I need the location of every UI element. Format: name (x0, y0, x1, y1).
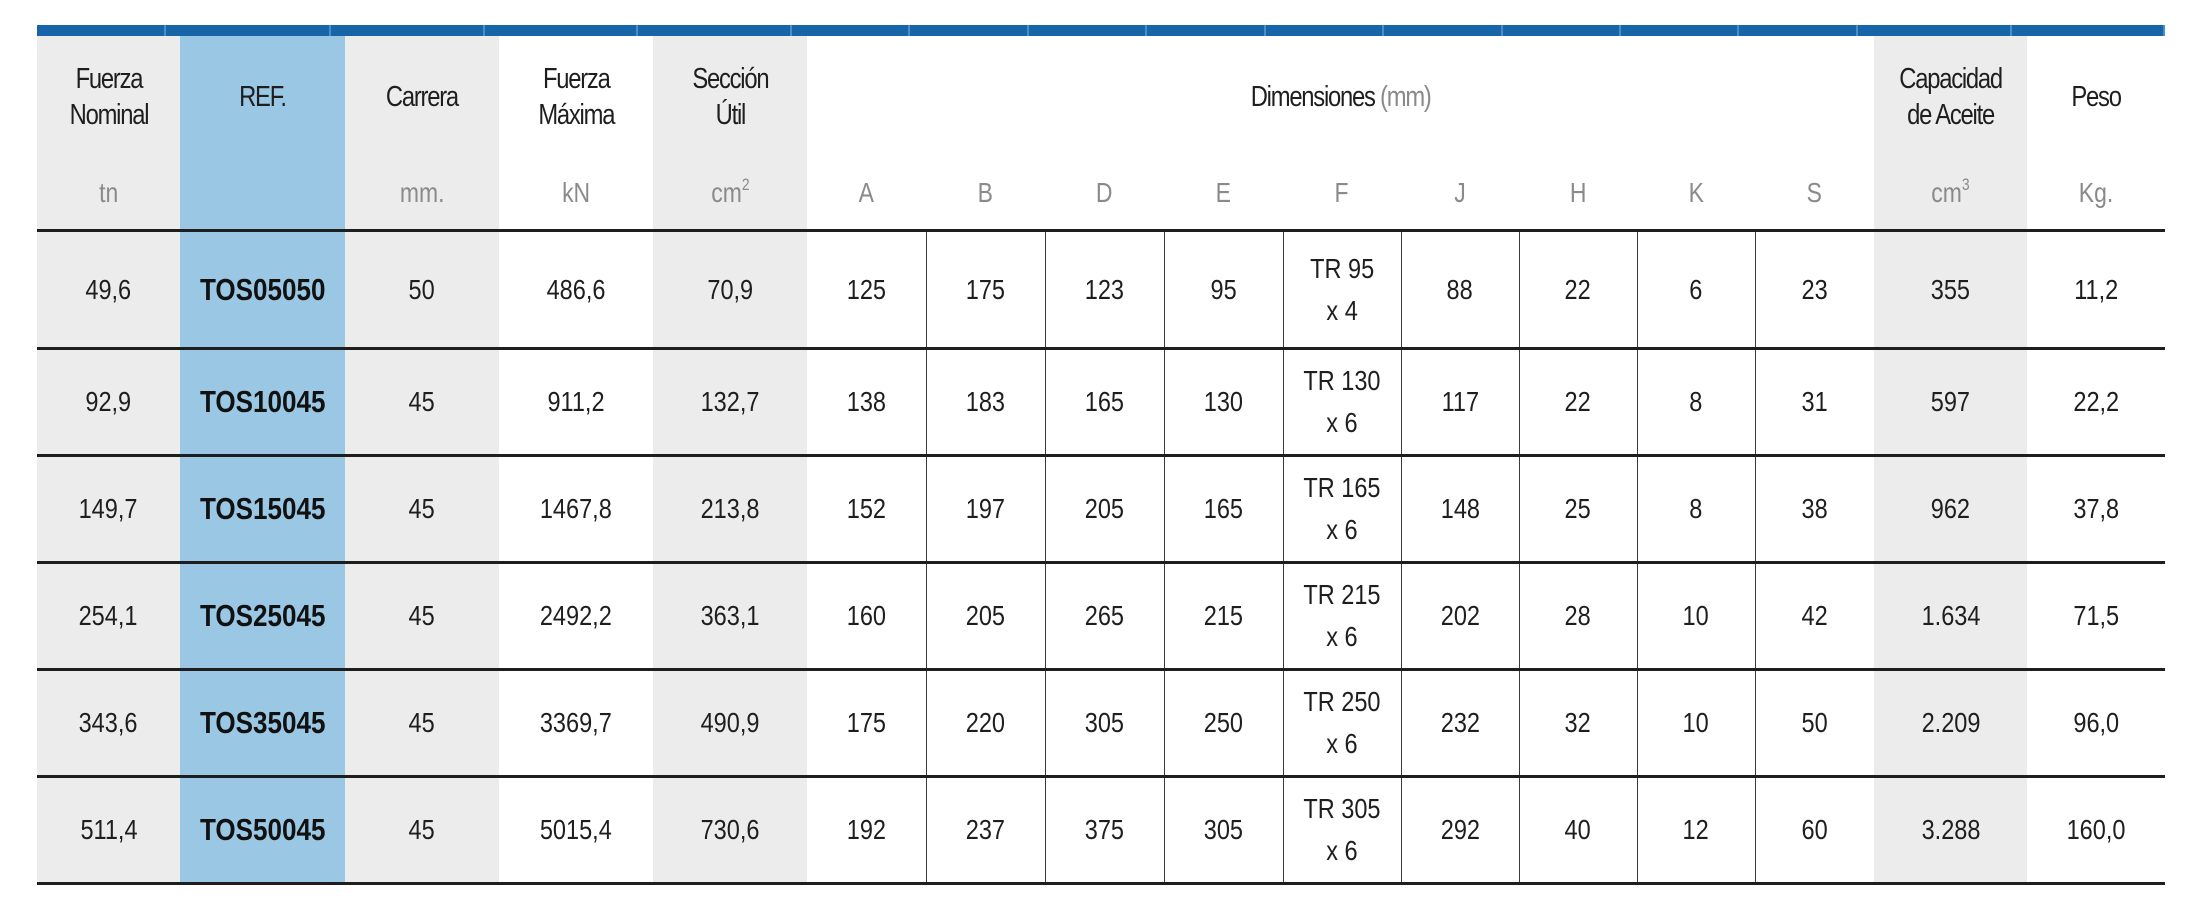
cell-capacidad: 355 (1874, 231, 2027, 349)
table-row (37, 456, 2165, 563)
cell-peso: 11,2 (2027, 231, 2165, 349)
unit-kg: Kg. (2027, 157, 2165, 231)
accent-bar-tick (329, 25, 331, 36)
cell-dim-f: TR 305 x 6 (1283, 777, 1401, 884)
accent-bar-tick (1382, 25, 1384, 36)
unit-cm2: $cm^2$ (653, 157, 807, 231)
cell-capacidad: 962 (1874, 456, 2027, 563)
cell-dim-f: TR 215 x 6 (1283, 563, 1401, 670)
cell-capacidad: 2.209 (1874, 670, 2027, 777)
header-fuerza-nominal: Fuerza Nominal (37, 36, 180, 157)
dim-label-e: E (1164, 157, 1283, 231)
cell-peso: 96,0 (2027, 670, 2165, 777)
cell-seccion-util: 70,9 (653, 231, 807, 349)
accent-bar-tick (483, 25, 485, 36)
cell-dim-b: 237 (926, 777, 1045, 884)
unit-kn: kN (499, 157, 653, 231)
cell-dim-s: 23 (1755, 231, 1874, 349)
cell-dim-a: 160 (807, 563, 926, 670)
cell-dim-b: 220 (926, 670, 1045, 777)
accent-bar-tick (790, 25, 792, 36)
cell-ref: TOS10045 (180, 349, 345, 456)
cell-carrera: 45 (345, 456, 499, 563)
cell-dim-k: 6 (1637, 231, 1755, 349)
cell-dim-k: 8 (1637, 456, 1755, 563)
cell-dim-j: 117 (1401, 349, 1519, 456)
accent-bar-tick (1856, 25, 1858, 36)
cell-dim-s: 31 (1755, 349, 1874, 456)
cell-dim-a: 125 (807, 231, 926, 349)
cell-fuerza-nominal: 254,1 (37, 563, 180, 670)
accent-bar-tick (636, 25, 638, 36)
cell-dim-d: 375 (1045, 777, 1164, 884)
cell-fuerza-maxima: 3369,7 (499, 670, 653, 777)
cell-dim-f: TR 95 x 4 (1283, 231, 1401, 349)
cell-fuerza-nominal: 92,9 (37, 349, 180, 456)
cell-dim-h: 40 (1519, 777, 1637, 884)
cell-peso: 22,2 (2027, 349, 2165, 456)
cell-dim-f: TR 165 x 6 (1283, 456, 1401, 563)
cell-dim-b: 197 (926, 456, 1045, 563)
cell-dim-a: 175 (807, 670, 926, 777)
header-ref: REF. (180, 36, 345, 157)
cell-seccion-util: 213,8 (653, 456, 807, 563)
cell-dim-k: 8 (1637, 349, 1755, 456)
accent-bar-tick (908, 25, 910, 36)
cell-dim-b: 205 (926, 563, 1045, 670)
accent-bar-tick (1737, 25, 1739, 36)
cell-dim-b: 175 (926, 231, 1045, 349)
cell-capacidad: 3.288 (1874, 777, 2027, 884)
cell-dim-e: 95 (1164, 231, 1283, 349)
cylinder-spec-table (37, 36, 2165, 885)
dim-label-b: B (926, 157, 1045, 231)
cell-dim-d: 265 (1045, 563, 1164, 670)
cell-dim-a: 138 (807, 349, 926, 456)
cell-dim-k: 12 (1637, 777, 1755, 884)
cell-dim-h: 28 (1519, 563, 1637, 670)
cell-fuerza-maxima: 5015,4 (499, 777, 653, 884)
accent-bar-tick (1027, 25, 1029, 36)
cell-ref: TOS25045 (180, 563, 345, 670)
cell-dim-a: 192 (807, 777, 926, 884)
table-row (37, 231, 2165, 349)
cell-dim-s: 60 (1755, 777, 1874, 884)
cell-fuerza-maxima: 911,2 (499, 349, 653, 456)
units-row (37, 157, 2165, 231)
cell-capacidad: 597 (1874, 349, 2027, 456)
unit-tn: tn (37, 157, 180, 231)
header-carrera: Carrera (345, 36, 499, 157)
cell-dim-e: 250 (1164, 670, 1283, 777)
dim-label-a: A (807, 157, 926, 231)
unit-mm: mm. (345, 157, 499, 231)
dimensiones-unit: (mm) (1379, 80, 1431, 113)
cell-dim-h: 22 (1519, 349, 1637, 456)
table-row (37, 670, 2165, 777)
cell-dim-f: TR 130 x 6 (1283, 349, 1401, 456)
cell-dim-j: 292 (1401, 777, 1519, 884)
cell-dim-h: 32 (1519, 670, 1637, 777)
cell-dim-e: 215 (1164, 563, 1283, 670)
cell-fuerza-nominal: 343,6 (37, 670, 180, 777)
dim-label-d: D (1045, 157, 1164, 231)
unit-ref (180, 157, 345, 231)
cell-dim-h: 25 (1519, 456, 1637, 563)
dim-label-s: S (1755, 157, 1874, 231)
cell-dim-d: 305 (1045, 670, 1164, 777)
header-dimensiones: Dimensiones (mm) (807, 36, 1874, 157)
cell-dim-j: 202 (1401, 563, 1519, 670)
cell-carrera: 45 (345, 349, 499, 456)
table-row (37, 349, 2165, 456)
header-fuerza-maxima: Fuerza Máxima (499, 36, 653, 157)
accent-bar-tick (2163, 25, 2165, 36)
cell-fuerza-nominal: 149,7 (37, 456, 180, 563)
cell-dim-s: 50 (1755, 670, 1874, 777)
cell-seccion-util: 730,6 (653, 777, 807, 884)
cell-fuerza-maxima: 486,6 (499, 231, 653, 349)
cell-dim-h: 22 (1519, 231, 1637, 349)
cell-dim-k: 10 (1637, 670, 1755, 777)
accent-bar-tick (1145, 25, 1147, 36)
cell-peso: 71,5 (2027, 563, 2165, 670)
header-seccion-util: Sección Útil (653, 36, 807, 157)
cell-dim-e: 305 (1164, 777, 1283, 884)
cell-dim-j: 88 (1401, 231, 1519, 349)
cell-dim-a: 152 (807, 456, 926, 563)
cell-dim-b: 183 (926, 349, 1045, 456)
cell-dim-d: 165 (1045, 349, 1164, 456)
cell-fuerza-maxima: 2492,2 (499, 563, 653, 670)
cell-seccion-util: 132,7 (653, 349, 807, 456)
cell-dim-e: 130 (1164, 349, 1283, 456)
cell-carrera: 50 (345, 231, 499, 349)
cell-dim-s: 38 (1755, 456, 1874, 563)
accent-bar-tick (2010, 25, 2012, 36)
cell-dim-k: 10 (1637, 563, 1755, 670)
dim-label-f: F (1283, 157, 1401, 231)
table-body (37, 231, 2165, 884)
header-capacidad-aceite: Capacidad de Aceite (1874, 36, 2027, 157)
cell-dim-j: 232 (1401, 670, 1519, 777)
cell-peso: 37,8 (2027, 456, 2165, 563)
cell-dim-d: 205 (1045, 456, 1164, 563)
cell-capacidad: 1.634 (1874, 563, 2027, 670)
dim-label-j: J (1401, 157, 1519, 231)
cell-dim-j: 148 (1401, 456, 1519, 563)
cell-ref: TOS35045 (180, 670, 345, 777)
cell-dim-e: 165 (1164, 456, 1283, 563)
table-row (37, 563, 2165, 670)
cell-dim-d: 123 (1045, 231, 1164, 349)
cell-seccion-util: 363,1 (653, 563, 807, 670)
dim-label-k: K (1637, 157, 1755, 231)
accent-bar-tick (1264, 25, 1266, 36)
cell-ref: TOS05050 (180, 231, 345, 349)
accent-bar-tick (164, 25, 166, 36)
cell-fuerza-nominal: 49,6 (37, 231, 180, 349)
cell-seccion-util: 490,9 (653, 670, 807, 777)
cell-carrera: 45 (345, 670, 499, 777)
header-row (37, 36, 2165, 157)
header-accent-bar (37, 25, 2165, 36)
accent-bar-tick (1501, 25, 1503, 36)
cell-peso: 160,0 (2027, 777, 2165, 884)
cell-carrera: 45 (345, 563, 499, 670)
header-peso: Peso (2027, 36, 2165, 157)
dim-label-h: H (1519, 157, 1637, 231)
cell-dim-f: TR 250 x 6 (1283, 670, 1401, 777)
cell-fuerza-nominal: 511,4 (37, 777, 180, 884)
cell-ref: TOS50045 (180, 777, 345, 884)
accent-bar-tick (1619, 25, 1621, 36)
cell-carrera: 45 (345, 777, 499, 884)
unit-cm3: $cm^3$ (1874, 157, 2027, 231)
table-row (37, 777, 2165, 884)
cell-dim-s: 42 (1755, 563, 1874, 670)
cell-fuerza-maxima: 1467,8 (499, 456, 653, 563)
cell-ref: TOS15045 (180, 456, 345, 563)
